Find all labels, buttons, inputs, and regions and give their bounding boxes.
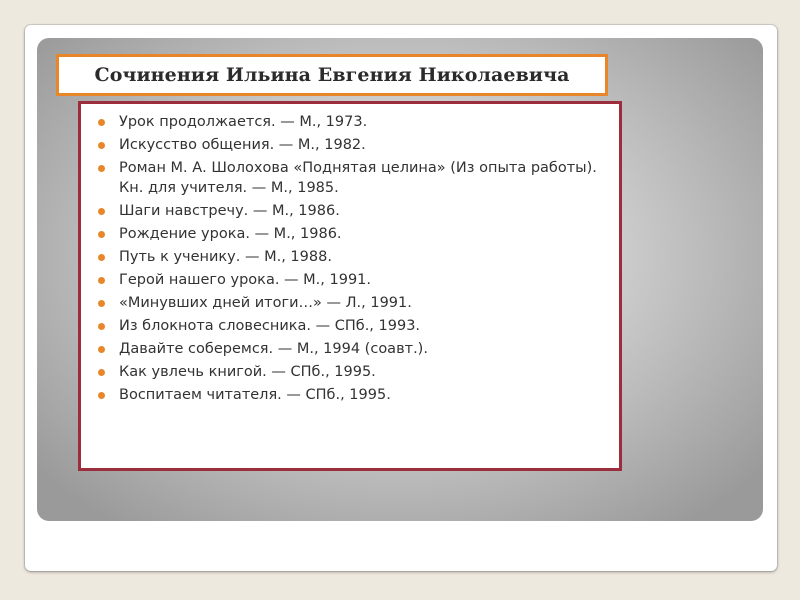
- list-item-text: Рождение урока. — М., 1986.: [119, 225, 342, 242]
- bullet-icon: [98, 346, 105, 353]
- list-item: [93, 340, 607, 360]
- bullet-icon: [98, 392, 105, 399]
- list-item-text: Воспитаем читателя. — СПб., 1995.: [119, 386, 391, 403]
- list-item: [93, 113, 607, 133]
- list-item: [93, 271, 607, 291]
- list-item: [93, 225, 607, 245]
- bullet-icon: [98, 208, 105, 215]
- list-item-text: Искусство общения. — М., 1982.: [119, 137, 366, 153]
- list-item-text: Из блокнота словесника. — СПб., 1993.: [119, 317, 421, 334]
- list-item-text: Шаги навстречу. — М., 1986.: [119, 202, 340, 219]
- list-item-text: Как увлечь книгой. — СПб., 1995.: [119, 363, 376, 380]
- bullet-icon: [98, 369, 105, 376]
- list-item: [93, 294, 607, 314]
- list-item-text: Путь к ученику. — М., 1988.: [119, 248, 332, 265]
- slide-title: Сочинения Ильина Евгения Николаевича: [94, 64, 570, 86]
- works-list: [93, 113, 607, 405]
- bullet-icon: [98, 300, 105, 307]
- bullet-icon: [98, 277, 105, 284]
- list-item: [93, 202, 607, 222]
- list-item-text: Герой нашего урока. — М., 1991.: [119, 271, 372, 288]
- list-item: [93, 363, 607, 383]
- works-list-box: [78, 101, 622, 471]
- list-item-text: «Минувших дней итоги…» — Л., 1991.: [119, 294, 412, 311]
- title-box: [56, 54, 608, 96]
- list-item: [93, 248, 607, 268]
- list-item-text: Урок продолжается. — М., 1973.: [119, 114, 368, 130]
- bullet-icon: [98, 254, 105, 261]
- list-item: [93, 159, 607, 198]
- list-item-text: Роман М. А. Шолохова «Поднятая целина» (Из опыта работы). Кн. для учителя. — М., 1985.: [119, 160, 597, 196]
- list-item: [93, 386, 607, 406]
- bullet-icon: [98, 119, 105, 126]
- bullet-icon: [98, 142, 105, 149]
- list-item-text: Давайте соберемся. — М., 1994 (соавт.).: [119, 340, 428, 357]
- list-item: [93, 136, 607, 156]
- bullet-icon: [98, 231, 105, 238]
- bullet-icon: [98, 323, 105, 330]
- bullet-icon: [98, 165, 105, 172]
- list-item: [93, 317, 607, 337]
